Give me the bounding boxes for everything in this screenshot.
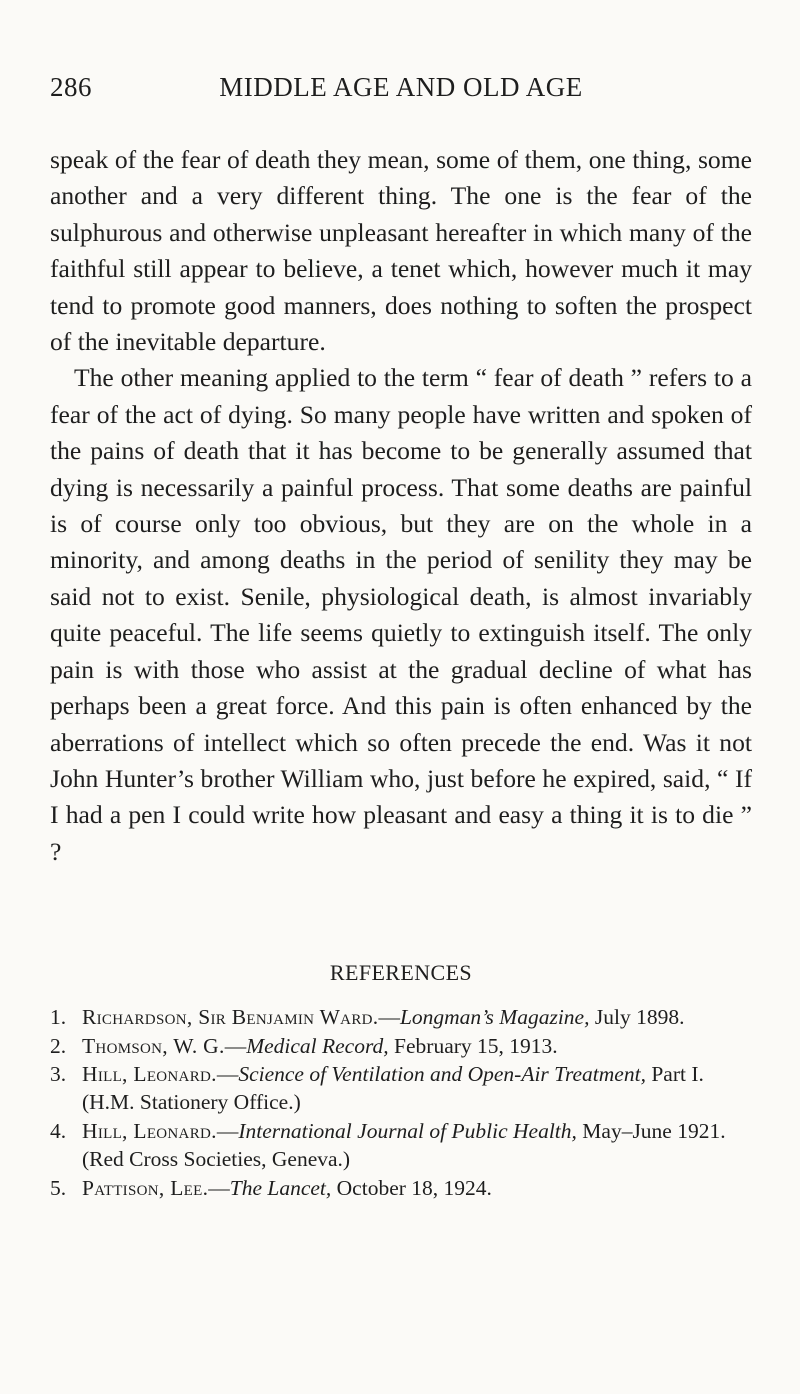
reference-item <box>50 1174 752 1202</box>
reference-work: Longman’s Magazine, <box>399 1005 590 1030</box>
reference-work: International Journal of Public Health, <box>238 1118 577 1143</box>
reference-author: Thomson, W. G. <box>82 1033 225 1058</box>
reference-details: May–June 1921. (Red Cross Societies, Geneva.) <box>82 1118 726 1172</box>
reference-separator: — <box>378 1005 400 1030</box>
reference-item <box>50 1003 752 1031</box>
reference-item <box>50 1117 752 1174</box>
book-page <box>50 62 752 1202</box>
reference-item <box>50 1060 752 1117</box>
reference-number: 5. <box>50 1175 67 1200</box>
paragraph-2: The other meaning applied to the term “ fear of death ” refers to a fear of the act of dying. So many people have written and spoken of the pains of death that it has become to be generally assumed that dying is necessarily a painful process. That some deaths are painful is of course only too obvious, but they are on the whole in a minority, and among deaths in the period of senility they may be said not to exist. Senile, physiological death, is almost invariably quite peaceful. The life seems quietly to extinguish itself. The only pain is with those who assist at the gradual decline of what has perhaps been a great force. And this pain is often enhanced by the aberrations of intellect which so often precede the end. Was it not John Hunter’s brother William who, just before he expired, said, “ If I had a pen I could write how pleasant and easy a thing it is to die ” ? <box>50 363 752 866</box>
reference-number: 1. <box>50 1005 67 1030</box>
reference-author: Hill, Leonard. <box>82 1061 217 1086</box>
reference-number: 4. <box>50 1118 67 1143</box>
reference-details: February 15, 1913. <box>388 1033 558 1058</box>
reference-author: Pattison, Lee. <box>82 1175 209 1200</box>
reference-separator: — <box>216 1118 239 1143</box>
reference-number: 3. <box>50 1061 67 1086</box>
reference-details: October 18, 1924. <box>331 1175 492 1200</box>
reference-work: The Lancet, <box>229 1175 332 1200</box>
running-head <box>50 62 752 102</box>
reference-item <box>50 1032 752 1060</box>
reference-author: Hill, Leonard. <box>82 1118 217 1143</box>
body-text <box>50 142 752 870</box>
reference-number: 2. <box>50 1033 67 1058</box>
reference-details: July 1898. <box>589 1005 685 1030</box>
reference-separator: — <box>224 1033 247 1058</box>
reference-separator: — <box>216 1061 239 1086</box>
references-list <box>50 1003 752 1202</box>
reference-details: Part I. (H.M. Stationery Office.) <box>82 1061 704 1115</box>
running-title: MIDDLE AGE AND OLD AGE <box>219 72 583 102</box>
page-number: 286 <box>50 72 92 102</box>
reference-separator: — <box>208 1175 230 1200</box>
references-heading: REFERENCES <box>329 960 473 986</box>
paragraph-1: speak of the fear of death they mean, some of them, one thing, some another and a very different thing. The one is the fear of the sulphurous and otherwise unpleasant hereafter in which many of the faithful still appear to believe, a tenet which, however much it may tend to promote good manners, does nothing to soften the prospect of the inevitable departure. <box>50 145 752 357</box>
reference-author: Richardson, Sir Benjamin Ward. <box>82 1005 379 1030</box>
reference-work: Science of Ventilation and Open-Air Treatment, <box>238 1061 646 1086</box>
reference-work: Medical Record, <box>246 1033 389 1058</box>
